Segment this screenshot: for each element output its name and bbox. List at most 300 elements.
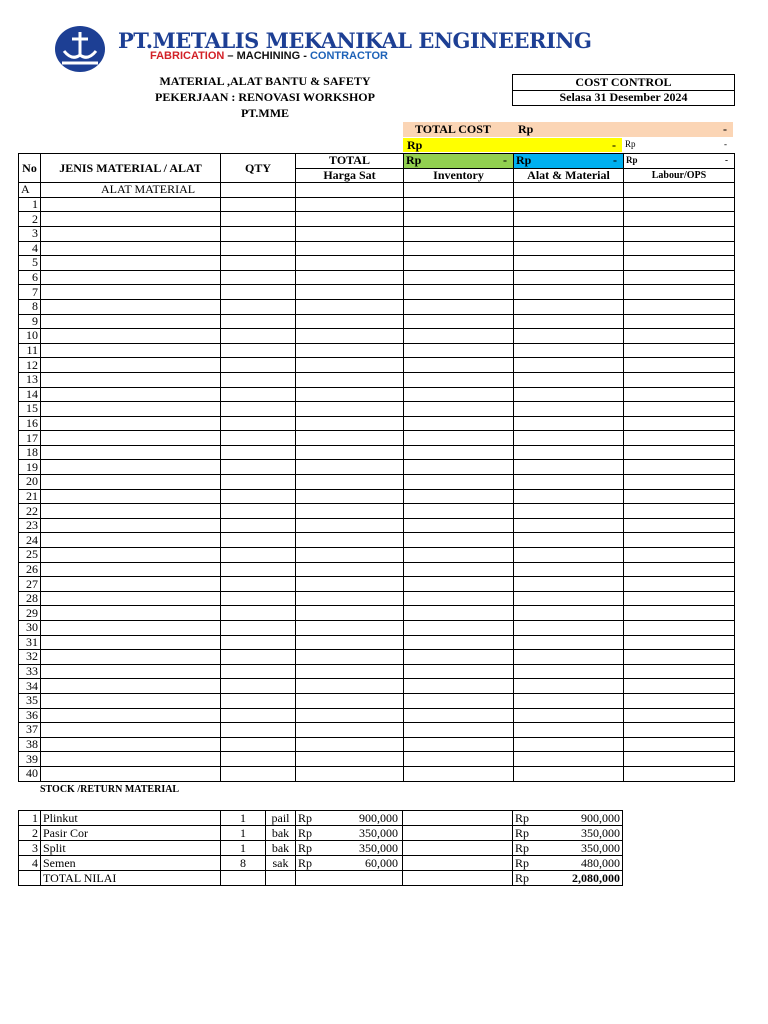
cell — [404, 329, 514, 344]
green-rp: Rp — [406, 153, 422, 168]
cell — [514, 445, 624, 460]
total-cost-rp: Rp — [518, 122, 534, 136]
cell — [514, 226, 624, 241]
labour-top-cell — [623, 138, 733, 152]
cell — [221, 752, 296, 767]
cell — [624, 606, 735, 621]
stock-rp2: Rp — [515, 855, 530, 870]
labour-value: - — [725, 155, 728, 166]
cell — [296, 270, 404, 285]
anchor-hook-icon — [54, 25, 106, 73]
cell — [624, 285, 735, 300]
stock-row — [19, 811, 623, 826]
cell — [296, 577, 404, 592]
labour-cell — [624, 154, 735, 169]
cell — [296, 679, 404, 694]
stock-unit: bak — [266, 826, 296, 841]
cell — [296, 723, 404, 738]
stock-rp2: Rp — [515, 810, 530, 825]
cell — [514, 460, 624, 475]
cell — [221, 241, 296, 256]
cell — [514, 650, 624, 665]
cell — [624, 708, 735, 723]
stock-name: Split — [41, 841, 221, 856]
stock-total-rp: Rp — [515, 870, 530, 885]
cell — [221, 285, 296, 300]
cell — [296, 475, 404, 490]
cell — [221, 664, 296, 679]
stock-total-value: 350,000 — [581, 840, 620, 855]
green-value: - — [503, 153, 507, 168]
cell — [221, 766, 296, 781]
row-number: 37 — [19, 723, 41, 738]
cell — [296, 460, 404, 475]
table-row — [19, 358, 735, 373]
stock-no: 1 — [19, 811, 41, 826]
cell — [404, 577, 514, 592]
stock-rp: Rp — [298, 855, 313, 870]
cell — [403, 871, 513, 886]
company-tagline — [150, 50, 388, 62]
stock-no: 4 — [19, 856, 41, 871]
stock-rows — [19, 811, 623, 871]
table-row — [19, 679, 735, 694]
cell — [221, 314, 296, 329]
stock-price-value: 350,000 — [359, 825, 398, 840]
cell — [221, 679, 296, 694]
row-number: 18 — [19, 445, 41, 460]
stock-rp: Rp — [298, 810, 313, 825]
cell — [404, 504, 514, 519]
cell — [221, 197, 296, 212]
stock-price-value: 350,000 — [359, 840, 398, 855]
cell — [41, 402, 221, 417]
cell — [221, 708, 296, 723]
cell — [296, 693, 404, 708]
stock-price-value: 900,000 — [359, 810, 398, 825]
cell — [41, 489, 221, 504]
cell — [41, 416, 221, 431]
cell — [19, 871, 41, 886]
cell — [41, 285, 221, 300]
cell — [514, 708, 624, 723]
cell — [514, 562, 624, 577]
cell — [514, 285, 624, 300]
cell — [41, 650, 221, 665]
table-row — [19, 197, 735, 212]
cell — [404, 693, 514, 708]
cell — [41, 445, 221, 460]
cell — [296, 285, 404, 300]
cell — [514, 387, 624, 402]
stock-total-value: 2,080,000 — [572, 870, 620, 885]
cell — [221, 533, 296, 548]
cell — [624, 212, 735, 227]
cell — [296, 533, 404, 548]
cell — [624, 737, 735, 752]
cell — [624, 591, 735, 606]
cell — [514, 489, 624, 504]
cell — [41, 723, 221, 738]
cell — [514, 241, 624, 256]
cell — [41, 635, 221, 650]
stock-name: Pasir Cor — [41, 826, 221, 841]
cell — [404, 445, 514, 460]
cell — [404, 402, 514, 417]
cell — [41, 270, 221, 285]
cell — [221, 504, 296, 519]
cell — [404, 635, 514, 650]
stock-name: Plinkut — [41, 811, 221, 826]
col-inventory: Inventory — [404, 168, 514, 183]
cell — [514, 664, 624, 679]
stock-total — [513, 811, 623, 826]
stock-no: 3 — [19, 841, 41, 856]
cell — [624, 445, 735, 460]
stock-total — [513, 841, 623, 856]
cell — [41, 241, 221, 256]
cell — [624, 387, 735, 402]
table-row — [19, 737, 735, 752]
cell — [221, 183, 296, 198]
cell — [221, 358, 296, 373]
cell — [514, 329, 624, 344]
cell — [41, 197, 221, 212]
cell — [296, 708, 404, 723]
stock-title: STOCK /RETURN MATERIAL — [40, 784, 180, 795]
stock-row — [19, 841, 623, 856]
row-number: 38 — [19, 737, 41, 752]
cell — [624, 329, 735, 344]
stock-total-value: 480,000 — [581, 855, 620, 870]
cell — [41, 577, 221, 592]
table-row — [19, 635, 735, 650]
cell — [296, 489, 404, 504]
row-number: 6 — [19, 270, 41, 285]
cell — [514, 475, 624, 490]
cell — [624, 518, 735, 533]
table-row — [19, 577, 735, 592]
cell — [404, 518, 514, 533]
cell — [41, 431, 221, 446]
total-cost-bar — [403, 122, 733, 137]
cell — [296, 562, 404, 577]
stock-row — [19, 826, 623, 841]
cell — [296, 256, 404, 271]
cell — [296, 766, 404, 781]
cell — [41, 358, 221, 373]
table-row — [19, 708, 735, 723]
cell — [624, 664, 735, 679]
cell — [296, 358, 404, 373]
cell — [404, 372, 514, 387]
stock-total-value: 900,000 — [581, 810, 620, 825]
cell — [624, 197, 735, 212]
cell — [404, 270, 514, 285]
table-row — [19, 314, 735, 329]
row-number: 4 — [19, 241, 41, 256]
cell — [514, 299, 624, 314]
table-row — [19, 285, 735, 300]
cell — [296, 212, 404, 227]
cell — [404, 241, 514, 256]
row-number: 16 — [19, 416, 41, 431]
cell — [296, 504, 404, 519]
row-number: 1 — [19, 197, 41, 212]
blue-value: - — [613, 153, 617, 168]
row-number: 36 — [19, 708, 41, 723]
cell — [514, 183, 624, 198]
cell — [221, 591, 296, 606]
cell — [41, 314, 221, 329]
cell — [514, 548, 624, 563]
table-row — [19, 650, 735, 665]
cell — [296, 241, 404, 256]
cell — [41, 460, 221, 475]
cell — [514, 270, 624, 285]
cell — [296, 871, 403, 886]
table-row — [19, 664, 735, 679]
row-number: 14 — [19, 387, 41, 402]
row-number: 12 — [19, 358, 41, 373]
cell — [624, 270, 735, 285]
doc-job: PEKERJAAN : RENOVASI WORKSHOP — [155, 90, 375, 104]
stock-table — [18, 810, 623, 886]
cell — [624, 241, 735, 256]
cell — [41, 299, 221, 314]
table-row — [19, 387, 735, 402]
cell — [404, 489, 514, 504]
table-row — [19, 489, 735, 504]
cell — [404, 431, 514, 446]
blue-rp: Rp — [516, 153, 532, 168]
row-number: 21 — [19, 489, 41, 504]
cell — [404, 591, 514, 606]
table-row — [19, 752, 735, 767]
cell — [404, 548, 514, 563]
cost-control-title: COST CONTROL — [512, 74, 735, 91]
cell — [624, 752, 735, 767]
cell — [404, 708, 514, 723]
cell — [624, 504, 735, 519]
row-number: 31 — [19, 635, 41, 650]
cell — [514, 577, 624, 592]
row-number: 10 — [19, 329, 41, 344]
table-row — [19, 445, 735, 460]
total-cost-value: - — [723, 122, 727, 136]
row-number: 40 — [19, 766, 41, 781]
cell — [514, 679, 624, 694]
table-row — [19, 693, 735, 708]
cell — [221, 475, 296, 490]
cell — [624, 766, 735, 781]
col-total: TOTAL — [296, 154, 404, 169]
cell — [41, 226, 221, 241]
table-row — [19, 329, 735, 344]
stock-unit: pail — [266, 811, 296, 826]
cell — [624, 562, 735, 577]
cell — [404, 299, 514, 314]
cell — [41, 693, 221, 708]
cell — [41, 256, 221, 271]
cell — [41, 518, 221, 533]
col-alat: Alat & Material — [514, 168, 624, 183]
cell — [221, 387, 296, 402]
cell — [296, 416, 404, 431]
cell — [221, 723, 296, 738]
stock-qty: 8 — [221, 856, 266, 871]
doc-title: MATERIAL ,ALAT BANTU & SAFETY — [159, 74, 371, 88]
section-title: ALAT MATERIAL — [41, 183, 221, 198]
table-row — [19, 606, 735, 621]
cell — [296, 752, 404, 767]
row-number: 33 — [19, 664, 41, 679]
row-number: 25 — [19, 548, 41, 563]
cell — [221, 343, 296, 358]
cell — [221, 460, 296, 475]
stock-price — [296, 841, 403, 856]
cell — [221, 372, 296, 387]
cell — [221, 416, 296, 431]
cell — [296, 635, 404, 650]
row-number: 3 — [19, 226, 41, 241]
cell — [624, 489, 735, 504]
cell — [296, 445, 404, 460]
cell — [404, 343, 514, 358]
cell — [296, 226, 404, 241]
cell — [266, 871, 296, 886]
cell — [404, 723, 514, 738]
cell — [221, 606, 296, 621]
table-row — [19, 518, 735, 533]
table-row — [19, 475, 735, 490]
doc-company: PT.MME — [240, 106, 290, 120]
cell — [41, 708, 221, 723]
cell — [404, 358, 514, 373]
total-cost-label: TOTAL COST — [415, 122, 491, 136]
stock-total — [513, 856, 623, 871]
tagline-fabrication: FABRICATION — [150, 50, 225, 62]
col-no: No — [19, 154, 41, 183]
labour-rp: Rp — [626, 155, 638, 166]
cell — [514, 416, 624, 431]
cell — [624, 723, 735, 738]
cell — [514, 358, 624, 373]
table-row — [19, 256, 735, 271]
tagline-sep2: - — [300, 50, 310, 62]
cell — [624, 183, 735, 198]
row-number: 39 — [19, 752, 41, 767]
cell — [403, 811, 513, 826]
cell — [514, 635, 624, 650]
cell — [624, 343, 735, 358]
labour-top-rp: Rp — [625, 139, 636, 149]
cell — [514, 314, 624, 329]
row-number: 26 — [19, 562, 41, 577]
stock-rp: Rp — [298, 840, 313, 855]
cell — [221, 548, 296, 563]
cell — [624, 533, 735, 548]
table-row — [19, 562, 735, 577]
cell — [41, 752, 221, 767]
cell — [404, 766, 514, 781]
cell — [404, 679, 514, 694]
cell — [221, 256, 296, 271]
stock-total-value: 350,000 — [581, 825, 620, 840]
cell — [296, 664, 404, 679]
blue-alat-cell — [514, 154, 624, 169]
cell — [514, 737, 624, 752]
yellow-rp: Rp — [407, 138, 423, 152]
cell — [404, 562, 514, 577]
stock-rp2: Rp — [515, 825, 530, 840]
cell — [403, 826, 513, 841]
table-row — [19, 766, 735, 781]
table-row — [19, 431, 735, 446]
col-labour: Labour/OPS — [624, 168, 735, 183]
stock-qty: 1 — [221, 841, 266, 856]
section-letter: A — [19, 183, 41, 198]
stock-no: 2 — [19, 826, 41, 841]
cell — [41, 606, 221, 621]
cell — [624, 475, 735, 490]
cell — [41, 475, 221, 490]
cell — [41, 343, 221, 358]
cell — [404, 752, 514, 767]
cell — [296, 591, 404, 606]
cell — [624, 416, 735, 431]
cell — [296, 372, 404, 387]
cell — [41, 533, 221, 548]
cell — [41, 329, 221, 344]
cell — [404, 387, 514, 402]
cell — [624, 460, 735, 475]
cell — [221, 226, 296, 241]
cell — [41, 212, 221, 227]
table-row — [19, 212, 735, 227]
table-row — [19, 591, 735, 606]
cell — [404, 212, 514, 227]
row-number: 22 — [19, 504, 41, 519]
cell — [41, 591, 221, 606]
cell — [514, 197, 624, 212]
col-harga: Harga Sat — [296, 168, 404, 183]
table-row — [19, 299, 735, 314]
row-number: 15 — [19, 402, 41, 417]
stock-name: Semen — [41, 856, 221, 871]
cell — [624, 577, 735, 592]
cell — [624, 548, 735, 563]
cost-control-date: Selasa 31 Desember 2024 — [512, 90, 735, 106]
table-row — [19, 226, 735, 241]
cell — [624, 299, 735, 314]
cell — [514, 766, 624, 781]
cell — [296, 387, 404, 402]
cell — [296, 621, 404, 636]
cell — [514, 752, 624, 767]
cell — [296, 518, 404, 533]
cell — [221, 693, 296, 708]
cell — [624, 621, 735, 636]
cell — [624, 693, 735, 708]
cell — [404, 256, 514, 271]
tagline-sep1: – — [224, 50, 237, 62]
cell — [514, 504, 624, 519]
cell — [221, 562, 296, 577]
cell — [624, 650, 735, 665]
cell — [221, 737, 296, 752]
cell — [221, 621, 296, 636]
